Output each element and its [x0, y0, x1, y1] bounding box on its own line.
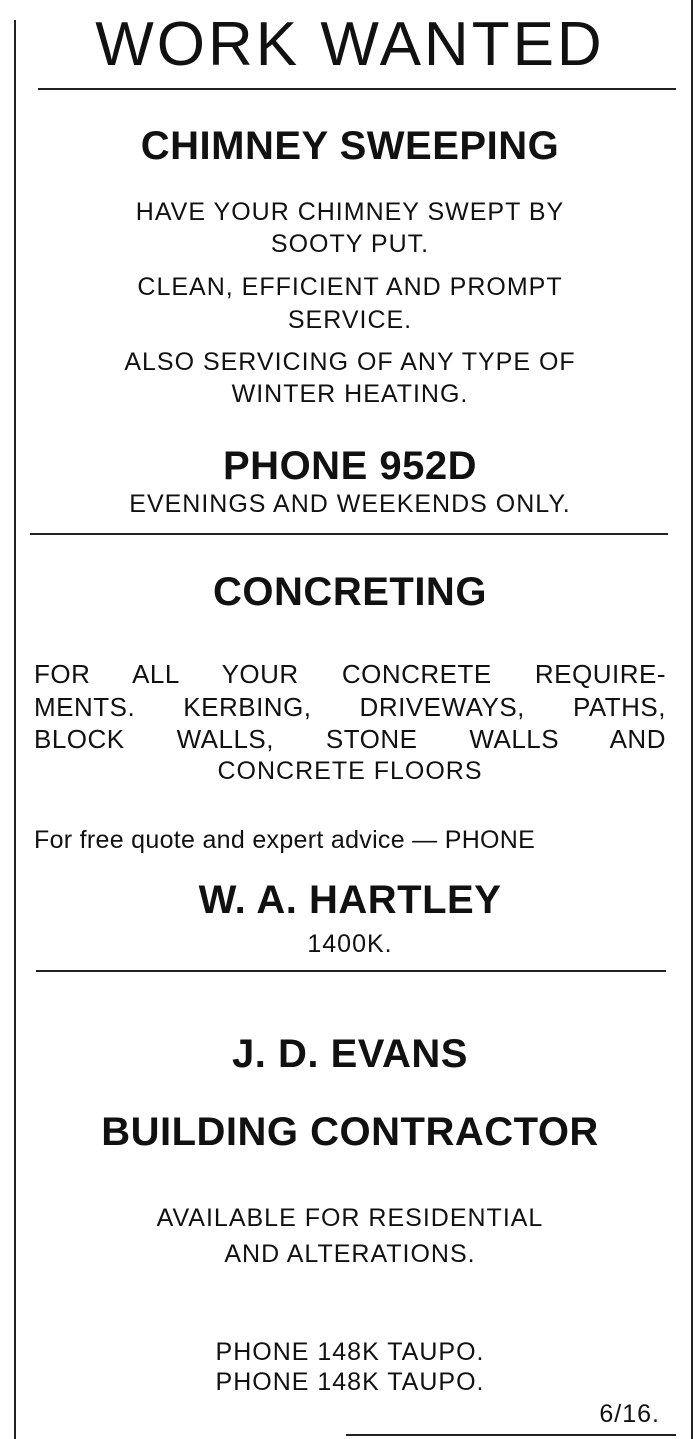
- ad-text-line: SOOTY PUT.: [270, 230, 430, 258]
- section-headline: WORK WANTED: [95, 10, 605, 79]
- right-column-rule: [691, 0, 693, 1439]
- ad-quote-line: For free quote and expert advice — PHONE: [34, 826, 536, 854]
- ad-text-line: CONCRETE FLOORS: [217, 757, 483, 785]
- left-column-rule: [14, 20, 16, 1439]
- ad-phone: PHONE 148K TAUPO.: [215, 1338, 485, 1366]
- ad-note: EVENINGS AND WEEKENDS ONLY.: [129, 490, 571, 518]
- ad-text-line: ALSO SERVICING OF ANY TYPE OF: [124, 348, 576, 376]
- ad-reference-code: 6/16.: [599, 1400, 660, 1428]
- headline-rule: [38, 88, 676, 90]
- ad-text-line: SERVICE.: [287, 306, 413, 334]
- ad-text-line: CLEAN, EFFICIENT AND PROMPT: [137, 273, 563, 301]
- ad-text-line: MENTS. KERBING, DRIVEWAYS, PATHS,: [34, 692, 666, 722]
- ad-text-line: AVAILABLE FOR RESIDENTIAL: [156, 1204, 544, 1232]
- ad-contact-name: W. A. HARTLEY: [198, 878, 502, 922]
- ad-title: BUILDING CONTRACTOR: [101, 1110, 599, 1154]
- bottom-rule: [346, 1434, 676, 1436]
- ad-phone: PHONE 952D: [223, 444, 477, 488]
- ad-divider: [36, 970, 666, 972]
- ad-text-line: BLOCK WALLS, STONE WALLS AND: [34, 724, 666, 754]
- ad-title: CHIMNEY SWEEPING: [140, 124, 560, 168]
- ad-text-line: AND ALTERATIONS.: [224, 1240, 476, 1268]
- ad-divider: [30, 533, 668, 535]
- ad-text-line: WINTER HEATING.: [231, 380, 469, 408]
- ad-title: CONCRETING: [213, 570, 487, 614]
- ad-text-line: HAVE YOUR CHIMNEY SWEPT BY: [135, 198, 565, 226]
- ad-text-line: FOR ALL YOUR CONCRETE REQUIRE-: [34, 659, 666, 689]
- ad-phone: 1400K.: [307, 930, 393, 958]
- ad-contact-name: J. D. EVANS: [232, 1032, 468, 1076]
- ad-phone: PHONE 148K TAUPO.: [215, 1368, 485, 1396]
